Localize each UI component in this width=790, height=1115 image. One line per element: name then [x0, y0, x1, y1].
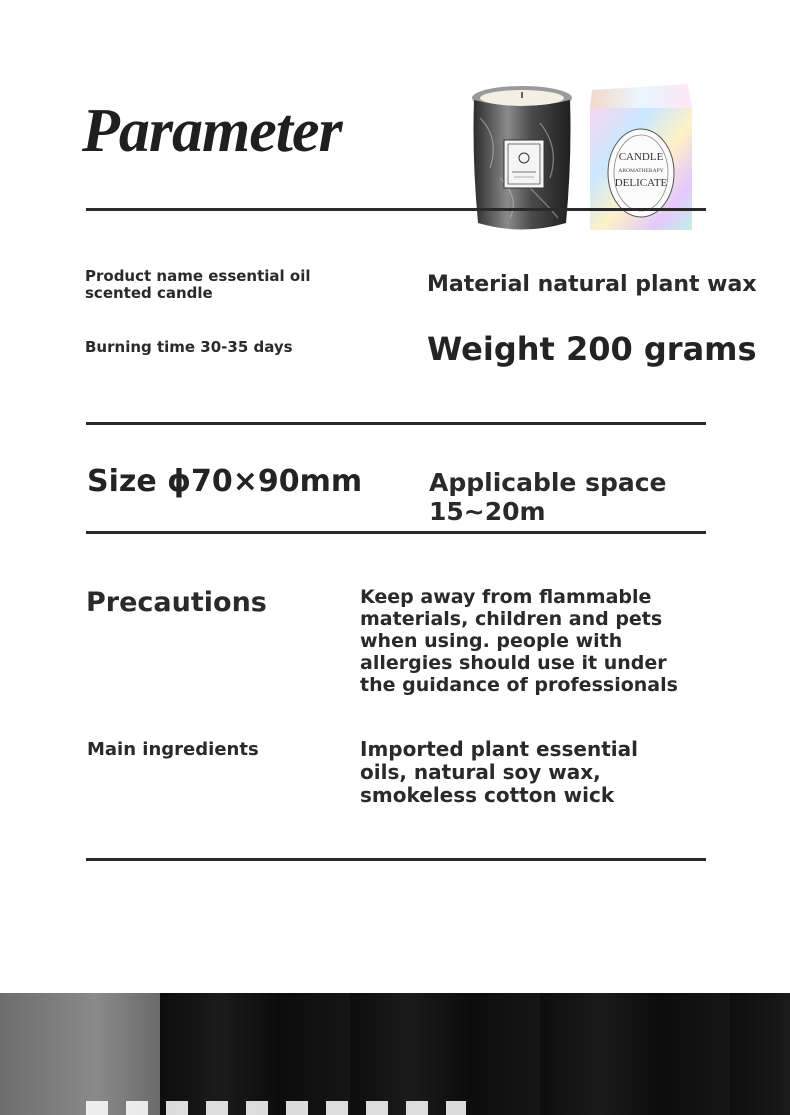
divider-3 [86, 531, 706, 534]
ingredients-line: Imported plant essential [360, 737, 638, 761]
divider-top [86, 208, 706, 211]
precautions-line: when using. people with [360, 630, 623, 652]
photo-dark-curtain [160, 993, 790, 1115]
ingredients-text [360, 738, 690, 807]
product-image [470, 78, 700, 236]
precautions-line: the guidance of professionals [360, 674, 678, 696]
product-name-line-2: scented candle [85, 284, 213, 302]
lifestyle-photo [0, 993, 790, 1115]
page-title: Parameter [82, 97, 342, 165]
precautions-line: allergies should use it under [360, 652, 667, 674]
ingredients-line: smokeless cotton wick [360, 783, 615, 807]
box-label-line-2: AROMATHERAPY [618, 168, 664, 174]
applicable-space-text: Applicable space 15~20m [429, 468, 667, 526]
precautions-line: materials, children and pets [360, 608, 663, 630]
precautions-label: Precautions [86, 587, 267, 618]
burning-time-text: Burning time 30-35 days [85, 338, 293, 356]
photo-partial-caption [86, 1101, 466, 1115]
divider-2 [86, 422, 706, 425]
product-name-line-1: Product name essential oil [85, 267, 311, 285]
weight-text: Weight 200 grams [427, 330, 757, 368]
product-name-text [85, 268, 345, 302]
precautions-text [360, 586, 690, 696]
box-label-line-1: CANDLE [618, 151, 664, 163]
ingredients-label: Main ingredients [87, 739, 259, 760]
divider-bottom [86, 858, 706, 861]
ingredients-line: oils, natural soy wax, [360, 760, 601, 784]
size-text: Size ɸ70×90mm [87, 464, 363, 499]
photo-light-wall [0, 993, 160, 1115]
precautions-line: Keep away from flammable [360, 586, 652, 608]
box-label-line-3: DELICATE [614, 177, 668, 189]
material-text: Material natural plant wax [427, 272, 757, 297]
